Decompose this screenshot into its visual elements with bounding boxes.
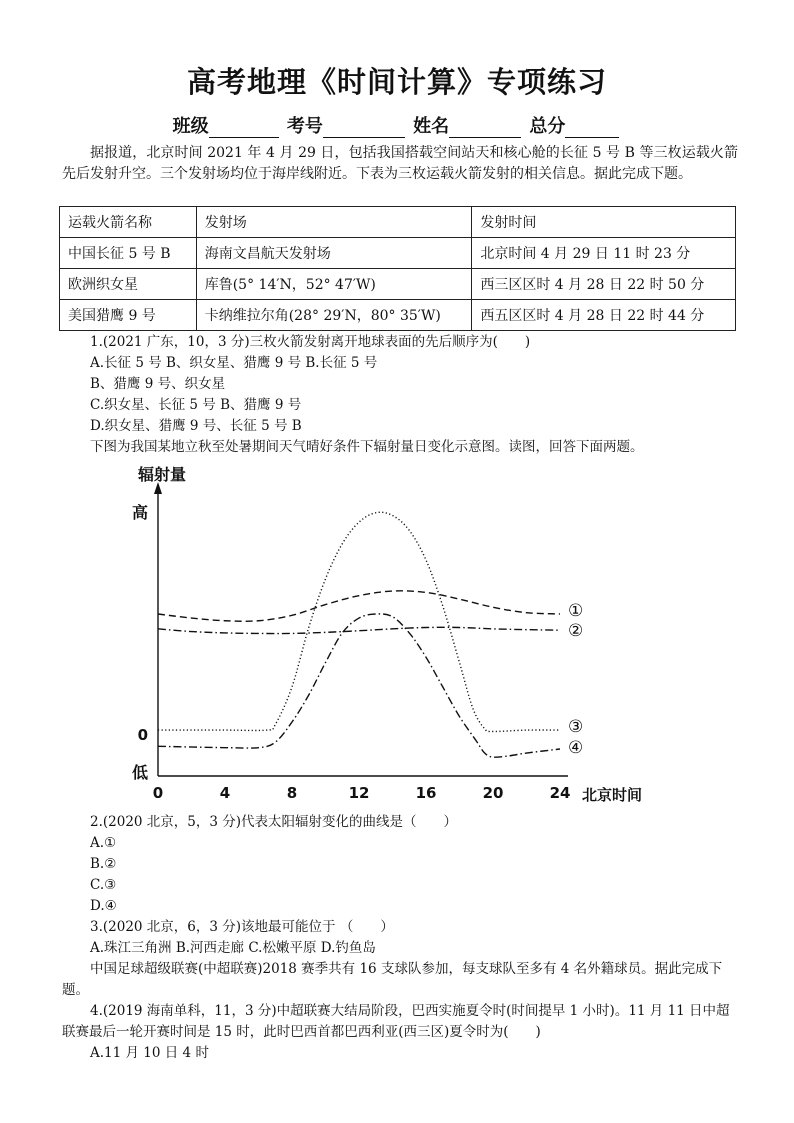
- intro-paragraph-1: 据报道，北京时间 2021 年 4 月 29 日，包括我国搭载空间站天和核心舱的长征 5 号 B 等三枚运载火箭先后发射升空。三个发射场均位于海岸线附近。下表为三枚运载火箭发射的相关信息。据此完成下题。: [62, 145, 738, 182]
- table-header-cell: 发射场: [196, 207, 472, 238]
- question-1-option-c[interactable]: C.织女星、长征 5 号 B、猎鹰 9 号: [90, 397, 302, 413]
- series-line-1: [158, 591, 560, 621]
- table-cell: 西五区区时 4 月 28 日 22 时 44 分: [472, 300, 736, 331]
- intro-paragraph-2: 下图为我国某地立秋至处暑期间天气晴好条件下辐射量日变化示意图。读图，回答下面两题。: [90, 439, 644, 455]
- question-2-option-a[interactable]: A.①: [90, 835, 117, 851]
- table-cell: 欧洲织女星: [60, 269, 197, 300]
- name-label: 姓名: [413, 116, 450, 137]
- question-1-option-d[interactable]: D.织女星、猎鹰 9 号、长征 5 号 B: [90, 418, 302, 434]
- y-axis-label: 辐射量: [138, 465, 187, 484]
- series-label-3: ③: [568, 717, 584, 738]
- table-cell: 美国猎鹰 9 号: [60, 300, 197, 331]
- page-title: 高考地理《时间计算》专项练习: [186, 65, 607, 99]
- question-3-options[interactable]: A.珠江三角洲 B.河西走廊 C.松嫩平原 D.钓鱼岛: [90, 940, 376, 956]
- table-cell: 卡纳维拉尔角(28° 29′N，80° 35′W): [196, 300, 472, 331]
- student-info-line: [0, 112, 794, 138]
- x-tick-label: 8: [286, 784, 298, 802]
- x-tick-label: 0: [152, 784, 164, 802]
- table-cell: 中国长征 5 号 B: [60, 238, 197, 269]
- question-2-stem: 2.(2020 北京，5，3 分)代表太阳辐射变化的曲线是（ ）: [90, 814, 458, 830]
- x-tick-label: 20: [482, 784, 504, 802]
- question-1-stem: 1.(2021 广东，10，3 分)三枚火箭发射离开地球表面的先后顺序为( ): [90, 334, 531, 350]
- question-1-option-b-cont[interactable]: B、猎鹰 9 号、织女星: [90, 376, 226, 392]
- exam-no-blank[interactable]: [323, 119, 405, 138]
- question-4-option-a[interactable]: A.11 月 10 日 4 时: [90, 1045, 209, 1061]
- question-3-stem: 3.(2020 北京，6，3 分)该地最可能位于 （ ）: [90, 919, 394, 935]
- series-line-2: [158, 627, 560, 633]
- table-row: [60, 269, 736, 300]
- table-cell: 西三区区时 4 月 28 日 22 时 50 分: [472, 269, 736, 300]
- series-line-3: [158, 512, 560, 731]
- score-blank[interactable]: [565, 119, 619, 138]
- series-line-4: [158, 614, 560, 757]
- intro-paragraph-3: 中国足球超级联赛(中超联赛)2018 赛季共有 16 支球队参加，每支球队至多有 4 名外籍球员。据此完成下题。: [62, 961, 723, 998]
- question-2-option-b[interactable]: B.②: [90, 856, 117, 872]
- series-label-1: ①: [568, 601, 584, 621]
- score-label: 总分: [529, 116, 566, 137]
- table-cell: 海南文昌航天发射场: [196, 238, 472, 269]
- y-tick-label: 低: [131, 763, 148, 782]
- series-label-2: ②: [568, 621, 584, 642]
- class-label: 班级: [172, 116, 209, 137]
- x-tick-label: 24: [549, 784, 571, 802]
- table-header-cell: 发射时间: [472, 207, 736, 238]
- class-blank[interactable]: [209, 119, 279, 138]
- table-row: [60, 300, 736, 331]
- table-cell: 北京时间 4 月 29 日 11 时 23 分: [472, 238, 736, 269]
- x-tick-label: 16: [415, 784, 437, 802]
- question-1-option-ab[interactable]: A.长征 5 号 B、织女星、猎鹰 9 号 B.长征 5 号: [90, 355, 378, 371]
- rocket-launch-table: [59, 206, 736, 331]
- x-tick-label: 4: [219, 784, 231, 802]
- question-2-option-d[interactable]: D.④: [90, 898, 117, 914]
- x-axis-label: 北京时间: [582, 786, 643, 804]
- exam-no-label: 考号: [286, 116, 323, 137]
- y-tick-label: 高: [131, 503, 148, 522]
- x-tick-label: 12: [348, 784, 370, 802]
- question-4-stem: 4.(2019 海南单科，11，3 分)中超联赛大结局阶段，巴西实施夏令时(时间提早 1 小时)。11 月 11 日中超联赛最后一轮开赛时间是 15 时，此时巴西首都巴西利亚(西三区)夏令时为( ): [62, 1003, 730, 1040]
- y-tick-label: 0: [137, 726, 148, 744]
- table-header-row: [60, 207, 736, 238]
- table-row: [60, 238, 736, 269]
- question-2-option-c[interactable]: C.③: [90, 877, 117, 893]
- table-header-cell: 运载火箭名称: [60, 207, 197, 238]
- name-blank[interactable]: [449, 119, 521, 138]
- series-label-4: ④: [568, 738, 584, 758]
- radiation-chart: [120, 458, 680, 808]
- table-cell: 库鲁(5° 14′N，52° 47′W): [196, 269, 472, 300]
